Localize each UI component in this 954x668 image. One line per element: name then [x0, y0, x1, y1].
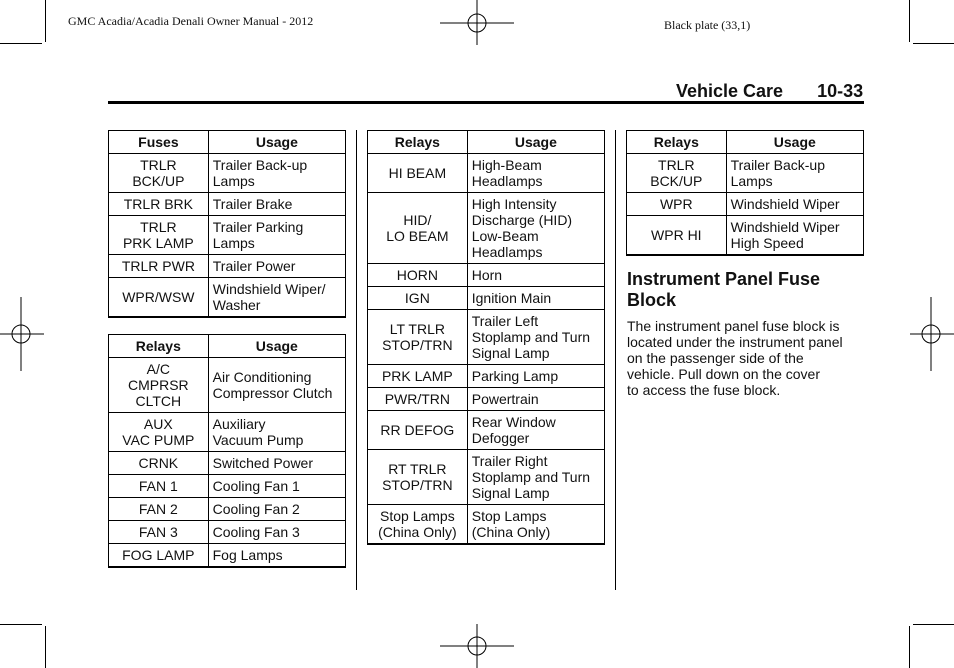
- manual-title: GMC Acadia/Acadia Denali Owner Manual - 2012: [68, 14, 314, 28]
- column-header-name: Relays: [109, 335, 209, 358]
- description-line: on the passenger side of the: [627, 350, 804, 366]
- circuit-name-cell: Stop Lamps (China Only): [368, 505, 468, 545]
- usage-cell: Trailer Parking Lamps: [208, 216, 345, 255]
- description-line: vehicle. Pull down on the cover: [627, 366, 820, 382]
- section-name: Vehicle Care: [676, 81, 784, 101]
- circuit-name-cell: A/C CMPRSR CLTCH: [109, 358, 209, 413]
- column-header-name: Fuses: [109, 131, 209, 154]
- table-row: [368, 388, 605, 411]
- table-row: [368, 505, 605, 545]
- circuit-name-cell: FAN 3: [109, 521, 209, 544]
- usage-cell: Cooling Fan 2: [208, 498, 345, 521]
- plate-label: Black plate (33,1): [664, 18, 751, 32]
- circuit-name-cell: RT TRLR STOP/TRN: [368, 450, 468, 505]
- usage-cell: Windshield Wiper High Speed: [726, 216, 863, 256]
- usage-cell: Stop Lamps (China Only): [467, 505, 604, 545]
- table-header-row: [368, 131, 605, 154]
- circuit-name-cell: TRLR PRK LAMP: [109, 216, 209, 255]
- table-header-row: [109, 335, 346, 358]
- column-header-name: Relays: [368, 131, 468, 154]
- relays-table: [626, 130, 864, 256]
- table-row: [109, 413, 346, 452]
- circuit-name-cell: CRNK: [109, 452, 209, 475]
- table-row: [109, 475, 346, 498]
- usage-cell: Trailer Brake: [208, 193, 345, 216]
- usage-cell: Trailer Back-up Lamps: [208, 154, 345, 193]
- table-row: [109, 154, 346, 193]
- usage-cell: Horn: [467, 264, 604, 287]
- circuit-name-cell: PRK LAMP: [368, 365, 468, 388]
- circuit-name-cell: IGN: [368, 287, 468, 310]
- column-divider: [615, 130, 616, 590]
- circuit-name-cell: PWR/TRN: [368, 388, 468, 411]
- table-header-row: [109, 131, 346, 154]
- circuit-name-cell: HI BEAM: [368, 154, 468, 193]
- usage-cell: Air Conditioning Compressor Clutch: [208, 358, 345, 413]
- circuit-name-cell: FAN 2: [109, 498, 209, 521]
- description-line: located under the instrument panel: [627, 334, 843, 350]
- circuit-name-cell: WPR HI: [627, 216, 727, 256]
- section-title: [676, 81, 863, 102]
- table-row: [368, 154, 605, 193]
- table-row: [627, 193, 864, 216]
- relays-table: [367, 130, 605, 545]
- page-number: 10-33: [817, 81, 864, 101]
- table-row: [109, 544, 346, 568]
- column-divider: [356, 130, 357, 590]
- usage-cell: Rear Window Defogger: [467, 411, 604, 450]
- usage-cell: Trailer Back-up Lamps: [726, 154, 863, 193]
- circuit-name-cell: TRLR BRK: [109, 193, 209, 216]
- table-row: [368, 450, 605, 505]
- usage-cell: Windshield Wiper: [726, 193, 863, 216]
- circuit-name-cell: TRLR BCK/UP: [109, 154, 209, 193]
- table-row: [368, 287, 605, 310]
- table-row: [109, 278, 346, 318]
- table-row: [109, 521, 346, 544]
- usage-cell: Cooling Fan 1: [208, 475, 345, 498]
- table-row: [368, 310, 605, 365]
- column-header-usage: Usage: [208, 335, 345, 358]
- instrument-panel-description: [627, 318, 859, 398]
- usage-cell: Ignition Main: [467, 287, 604, 310]
- table-row: [627, 216, 864, 256]
- circuit-name-cell: WPR/WSW: [109, 278, 209, 318]
- circuit-name-cell: WPR: [627, 193, 727, 216]
- usage-cell: Auxiliary Vacuum Pump: [208, 413, 345, 452]
- column-header-usage: Usage: [726, 131, 863, 154]
- table-row: [109, 358, 346, 413]
- usage-cell: Parking Lamp: [467, 365, 604, 388]
- description-line: The instrument panel fuse block is: [627, 318, 840, 334]
- usage-cell: Fog Lamps: [208, 544, 345, 568]
- header-rule: [108, 101, 864, 104]
- circuit-name-cell: RR DEFOG: [368, 411, 468, 450]
- table-row: [109, 216, 346, 255]
- usage-cell: High-Beam Headlamps: [467, 154, 604, 193]
- usage-cell: Switched Power: [208, 452, 345, 475]
- table-row: [109, 193, 346, 216]
- table-row: [368, 264, 605, 287]
- usage-cell: Trailer Right Stoplamp and Turn Signal Lamp: [467, 450, 604, 505]
- table-row: [368, 365, 605, 388]
- usage-cell: Trailer Left Stoplamp and Turn Signal Lamp: [467, 310, 604, 365]
- table-row: [109, 498, 346, 521]
- circuit-name-cell: AUX VAC PUMP: [109, 413, 209, 452]
- table-header-row: [627, 131, 864, 154]
- fuses-table: [108, 130, 346, 318]
- table-row: [368, 411, 605, 450]
- relays-table: [108, 334, 346, 568]
- circuit-name-cell: LT TRLR STOP/TRN: [368, 310, 468, 365]
- table-row: [627, 154, 864, 193]
- circuit-name-cell: FAN 1: [109, 475, 209, 498]
- circuit-name-cell: HID/ LO BEAM: [368, 193, 468, 264]
- column-header-usage: Usage: [467, 131, 604, 154]
- description-line: to access the fuse block.: [627, 382, 781, 398]
- instrument-panel-heading: Instrument Panel Fuse Block: [627, 269, 821, 310]
- usage-cell: Trailer Power: [208, 255, 345, 278]
- usage-cell: Powertrain: [467, 388, 604, 411]
- circuit-name-cell: HORN: [368, 264, 468, 287]
- usage-cell: Cooling Fan 3: [208, 521, 345, 544]
- usage-cell: High Intensity Discharge (HID) Low-Beam Headlamps: [467, 193, 604, 264]
- table-row: [109, 255, 346, 278]
- circuit-name-cell: FOG LAMP: [109, 544, 209, 568]
- circuit-name-cell: TRLR PWR: [109, 255, 209, 278]
- usage-cell: Windshield Wiper/ Washer: [208, 278, 345, 318]
- table-row: [368, 193, 605, 264]
- table-row: [109, 452, 346, 475]
- circuit-name-cell: TRLR BCK/UP: [627, 154, 727, 193]
- column-header-name: Relays: [627, 131, 727, 154]
- column-header-usage: Usage: [208, 131, 345, 154]
